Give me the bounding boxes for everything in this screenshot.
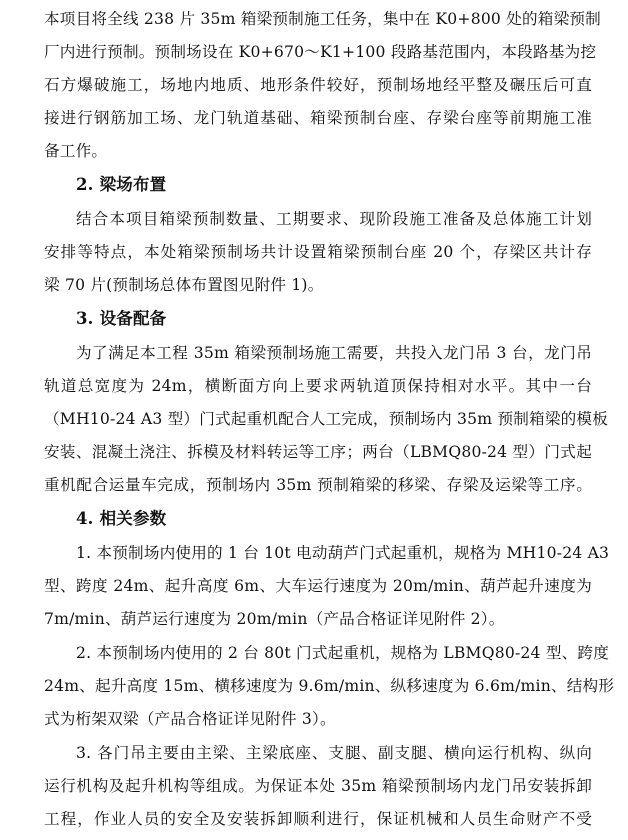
paragraph-line: 为了满足本工程 35m 箱梁预制场施工需要，共投入龙门吊 3 台，龙门吊: [76, 344, 592, 362]
paragraph-line: 工程，作业人员的安全及安装拆卸顺利进行，保证机械和人员生命财产不受: [44, 810, 592, 828]
paragraph-line: 接进行钢筋加工场、龙门轨道基础、箱梁预制台座、存梁台座等前期施工准: [44, 109, 592, 127]
paragraph-line: 3. 各门吊主要由主梁、主梁底座、支腿、副支腿、横向运行机构、纵向: [76, 744, 592, 762]
paragraph-line: 重机配合运量车完成，预制场内 35m 预制箱梁的移梁、存梁及运梁等工序。: [44, 476, 592, 494]
paragraph-line: （MH10-24 A3 型）门式起重机配合人工完成，预制场内 35m 预制箱梁的模板: [44, 410, 608, 428]
paragraph-line: 1. 本预制场内使用的 1 台 10t 电动葫芦门式起重机，规格为 MH10-24 A3: [76, 544, 610, 562]
paragraph-line: 轨道总宽度为 24m，横断面方向上要求两轨道顶保持相对水平。其中一台: [44, 377, 592, 395]
paragraph-line: 2. 本预制场内使用的 2 台 80t 门式起重机，规格为 LBMQ80-24 型、跨度: [76, 644, 609, 662]
section-heading: 3. 设备配备: [76, 309, 167, 328]
paragraph-line: 梁 70 片(预制场总体布置图见附件 1)。: [44, 276, 324, 294]
paragraph-line: 厂内进行预制。预制场设在 K0+670～K1+100 段路基范围内，本段路基为挖: [44, 43, 597, 61]
paragraph-line: 备工作。: [44, 142, 108, 160]
paragraph-line: 7m/min、葫芦运行速度为 20m/min（产品合格证详见附件 2）。: [44, 610, 505, 628]
section-heading: 4. 相关参数: [76, 509, 167, 528]
paragraph-line: 型、跨度 24m、起升高度 6m、大车运行速度为 20m/min、葫芦起升速度为: [44, 577, 592, 595]
paragraph-line: 式为桁架双梁（产品合格证详见附件 3）。: [44, 710, 336, 728]
paragraph-line: 结合本项目箱梁预制数量、工期要求、现阶段施工准备及总体施工计划: [76, 210, 592, 228]
paragraph-line: 24m、起升高度 15m、横移速度为 9.6m/min、纵移速度为 6.6m/min、结构形: [44, 677, 615, 695]
paragraph-line: 安装、混凝土浇注、拆模及材料转运等工序；两台（LBMQ80-24 型）门式起: [44, 443, 592, 461]
section-heading: 2. 梁场布置: [76, 175, 167, 194]
paragraph-line: 运行机构及起升机构等组成。为保证本处 35m 箱梁预制场内龙门吊安装拆卸: [44, 777, 592, 795]
paragraph-line: 石方爆破施工，场地内地质、地形条件较好，预制场地经平整及碾压后可直: [44, 76, 592, 94]
paragraph-line: 本项目将全线 238 片 35m 箱梁预制施工任务，集中在 K0+800 处的箱梁预制: [44, 10, 601, 28]
paragraph-line: 安排等特点，本处箱梁预制场共计设置箱梁预制台座 20 个，存梁区共计存: [44, 243, 592, 261]
